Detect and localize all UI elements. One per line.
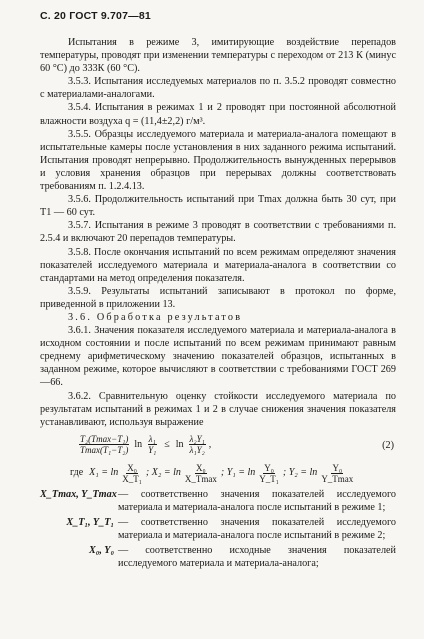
definition-symbol: X_Tmax, Y_Tmax (40, 488, 117, 500)
where-line (40, 463, 396, 484)
paragraph: 3.6.1. Значения показателя исследуемого материала и материала-аналога в исходном состоянии и после испытаний по всем режимам принимают равным среднему арифметическому значению показателей образцов, испытанных в заданном режиме, которое вычисляют в соответствии с требованиями ГОСТ 269—66. (40, 325, 396, 389)
definition-symbol: X_T₁, Y_T₁ (66, 517, 114, 528)
fraction-numerator: Y₀ (332, 462, 343, 473)
ratio-numerator: λ₁ (148, 433, 156, 444)
definition-text: — соответственно исходные значения показателей исследуемого материала и материала-аналога; (118, 545, 396, 570)
section-heading: 3.6. Обработка результатов (68, 311, 243, 323)
paragraph: Испытания в режиме 3, имитирующие воздействие перепадов температуры, проводят при изменении температуры с переходом от 213 К (минус 60 °С) до 333К (60 °С). (40, 37, 396, 75)
formula-expression (76, 434, 211, 455)
paragraph: 3.6.2. Сравнительную оценку стойкости исследуемого материала по результатам испытаний в режимах 1 и 2 в случае снижения значения показателя устанавливают, используя выражение (40, 390, 396, 428)
paragraph: 3.5.5. Образцы исследуемого материала и материала-аналога помещают в испытательные камеры после установления в них заданного режима испытаний. Испытания проводят непрерывно. Продолжительность вынужденных перерывов и условия хранения образцов при перерывах должны соответствовать требованиям п. 1.2.4.13. (40, 128, 396, 193)
formula-2 (40, 432, 396, 460)
y1-def: ; Y₁ = ln (220, 467, 256, 479)
x2-fraction (184, 463, 218, 484)
y2-def: ; Y₂ = ln (282, 467, 318, 479)
ratio-denominator: Y₁ (148, 444, 157, 455)
fraction-numerator: X₀ (196, 462, 206, 473)
y1-fraction (258, 463, 280, 484)
ratio-denominator: λ₁Y₂ (189, 444, 205, 455)
fraction-denominator: X_Tmax (184, 473, 217, 484)
paragraph: 3.5.8. После окончания испытаний по всем режимам определяют значения показателей исследуемого материала и материала-аналога в соответствии со стандартами на метод определения показателя. (40, 246, 396, 284)
body-text (40, 36, 396, 429)
definition-text: — соответственно значения показателей исследуемого материала и материала-аналога после испытаний в режиме 2; (118, 517, 396, 542)
definition-row (40, 544, 396, 570)
x2-def: ; X₂ = ln (145, 467, 181, 479)
page-header: С. 20 ГОСТ 9.707—81 (40, 10, 151, 22)
formula-ratio-1 (147, 434, 157, 455)
paragraph: 3.5.6. Продолжительность испытаний при Tmax должна быть 30 сут, при T1 — 60 сут. (40, 194, 396, 219)
equation-number: (2) (382, 439, 394, 451)
fraction-denominator: Tmax(T₁−T₂) (80, 444, 129, 455)
fraction-denominator: Y_T₁ (259, 473, 279, 484)
where-lead: где (70, 467, 84, 479)
relation-sign: ≤ (164, 438, 170, 450)
y2-fraction (320, 463, 354, 484)
paragraph: 3.5.7. Испытания в режиме 3 проводят в соответствии с требованиями п. 2.5.4 и включают 20 перепадов температуры. (40, 220, 396, 245)
fraction-numerator: Y₀ (264, 462, 274, 473)
fraction-numerator: T₂(Tmax−T₁) (80, 433, 129, 444)
definition-row (40, 488, 396, 514)
paragraph: 3.5.4. Испытания в режимах 1 и 2 проводят при постоянной абсолютной влажности воздуха q = (11,4±2,2) г/м³. (40, 102, 396, 127)
x1-def: X₁ = ln (89, 467, 119, 479)
x1-fraction (121, 463, 143, 484)
formula-tail: , (208, 438, 212, 450)
paragraph: 3.5.9. Результаты испытаний записывают в протокол по форме, приведенной в приложении 13. (40, 285, 396, 310)
ratio-numerator: λ₂Y₁ (189, 433, 205, 444)
ln-operator: ln (175, 438, 184, 450)
definition-row (40, 516, 396, 542)
definition-text: — соответственно значения показателей исследуемого материала и материала-аналога после испытаний в режиме 1; (118, 488, 396, 513)
paragraph: 3.5.3. Испытания исследуемых материалов по п. 3.5.2 проводят совместно с материалами-аналогами. (40, 76, 396, 101)
fraction-numerator: X₀ (127, 462, 137, 473)
definition-symbol: X₀, Y₀ (88, 545, 114, 557)
formula-ratio-2 (189, 434, 206, 455)
fraction-denominator: X_T₁ (122, 473, 142, 484)
definitions-list (40, 488, 396, 571)
formula-fraction (79, 434, 129, 455)
ln-operator: ln (134, 438, 143, 450)
fraction-denominator: Y_Tmax (321, 473, 354, 484)
